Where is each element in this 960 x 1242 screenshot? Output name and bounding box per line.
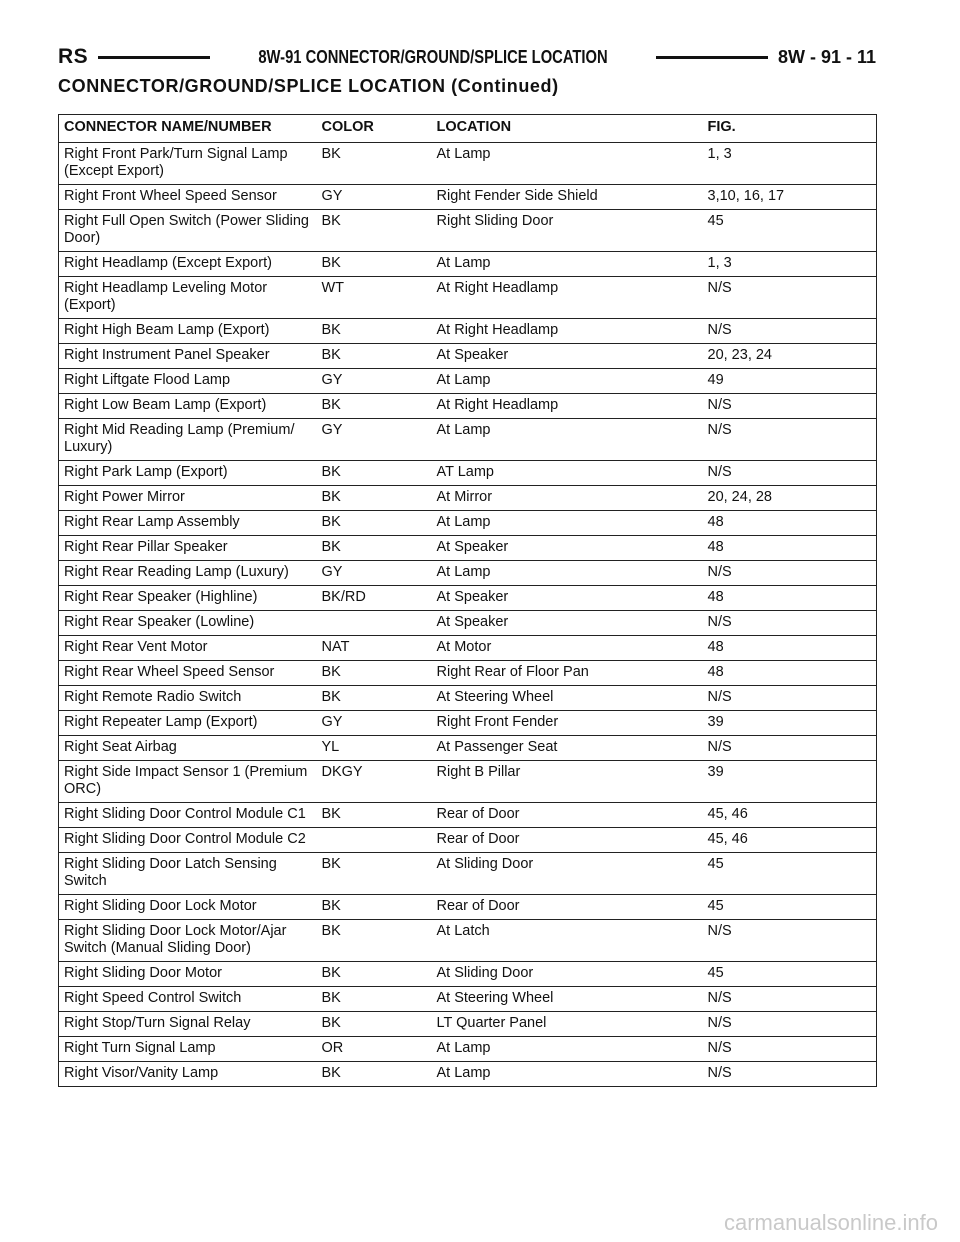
table-row	[59, 761, 877, 803]
location-cell: At Lamp	[432, 511, 703, 536]
color-cell: OR	[317, 1037, 432, 1062]
color-cell: DKGY	[317, 761, 432, 803]
connector-name-cell: Right Sliding Door Control Module C1	[59, 803, 317, 828]
fig-cell: 1, 3	[703, 252, 877, 277]
table-body	[59, 143, 877, 1087]
location-cell: Right Front Fender	[432, 711, 703, 736]
color-cell: BK	[317, 661, 432, 686]
connector-name-cell: Right Remote Radio Switch	[59, 686, 317, 711]
connector-name-cell: Right Stop/Turn Signal Relay	[59, 1012, 317, 1037]
color-cell: GY	[317, 711, 432, 736]
color-cell: BK	[317, 803, 432, 828]
fig-cell: N/S	[703, 461, 877, 486]
fig-cell: 48	[703, 536, 877, 561]
color-cell: BK	[317, 962, 432, 987]
table-row	[59, 461, 877, 486]
table-row	[59, 803, 877, 828]
location-cell: Rear of Door	[432, 895, 703, 920]
page-number: 8W - 91 - 11	[777, 46, 877, 67]
table-row	[59, 252, 877, 277]
location-cell: At Latch	[432, 920, 703, 962]
color-cell: NAT	[317, 636, 432, 661]
table-row	[59, 394, 877, 419]
table-header-row	[59, 115, 877, 143]
fig-cell: 45	[703, 895, 877, 920]
connector-name-cell: Right Sliding Door Motor	[59, 962, 317, 987]
color-cell: BK	[317, 920, 432, 962]
table-row	[59, 736, 877, 761]
page-header	[58, 44, 876, 70]
location-cell: AT Lamp	[432, 461, 703, 486]
fig-cell: N/S	[703, 319, 877, 344]
location-cell: At Right Headlamp	[432, 394, 703, 419]
location-cell: At Right Headlamp	[432, 319, 703, 344]
connector-name-cell: Right Turn Signal Lamp	[59, 1037, 317, 1062]
table-row	[59, 185, 877, 210]
table-row	[59, 1012, 877, 1037]
location-cell: At Speaker	[432, 344, 703, 369]
connector-name-cell: Right Rear Lamp Assembly	[59, 511, 317, 536]
location-cell: At Lamp	[432, 143, 703, 185]
fig-cell: N/S	[703, 1062, 877, 1087]
location-cell: Rear of Door	[432, 828, 703, 853]
table-row	[59, 1062, 877, 1087]
table-row	[59, 711, 877, 736]
fig-cell: 20, 24, 28	[703, 486, 877, 511]
table-row	[59, 511, 877, 536]
table-row	[59, 319, 877, 344]
fig-cell: N/S	[703, 394, 877, 419]
table-row	[59, 962, 877, 987]
connector-name-cell: Right Sliding Door Lock Motor/Ajar Switch (Manual Sliding Door)	[59, 920, 317, 962]
header-title: 8W-91 CONNECTOR/GROUND/SPLICE LOCATION	[258, 46, 608, 67]
table-row	[59, 636, 877, 661]
connector-name-cell: Right Liftgate Flood Lamp	[59, 369, 317, 394]
fig-cell: 45	[703, 853, 877, 895]
connector-name-cell: Right Mid Reading Lamp (Premium/ Luxury)	[59, 419, 317, 461]
color-cell: BK	[317, 895, 432, 920]
location-cell: At Passenger Seat	[432, 736, 703, 761]
connector-name-cell: Right Rear Speaker (Lowline)	[59, 611, 317, 636]
fig-cell: 48	[703, 586, 877, 611]
table-row	[59, 987, 877, 1012]
fig-cell: 45	[703, 962, 877, 987]
color-cell: BK	[317, 1012, 432, 1037]
fig-cell: 39	[703, 711, 877, 736]
connector-name-cell: Right Speed Control Switch	[59, 987, 317, 1012]
connector-name-cell: Right Park Lamp (Export)	[59, 461, 317, 486]
connector-name-cell: Right Low Beam Lamp (Export)	[59, 394, 317, 419]
connector-name-cell: Right Rear Reading Lamp (Luxury)	[59, 561, 317, 586]
table-row	[59, 486, 877, 511]
location-cell: At Steering Wheel	[432, 987, 703, 1012]
table-row	[59, 586, 877, 611]
color-cell: BK	[317, 143, 432, 185]
table-row	[59, 661, 877, 686]
fig-cell: N/S	[703, 1037, 877, 1062]
connector-name-cell: Right Visor/Vanity Lamp	[59, 1062, 317, 1087]
location-cell: At Motor	[432, 636, 703, 661]
column-header-location: LOCATION	[432, 115, 703, 143]
color-cell: BK	[317, 461, 432, 486]
connector-name-cell: Right Side Impact Sensor 1 (Premium ORC)	[59, 761, 317, 803]
column-header-connector-name: CONNECTOR NAME/NUMBER	[59, 115, 317, 143]
connector-name-cell: Right High Beam Lamp (Export)	[59, 319, 317, 344]
connector-name-cell: Right Rear Pillar Speaker	[59, 536, 317, 561]
table-row	[59, 536, 877, 561]
table-row	[59, 344, 877, 369]
connector-name-cell: Right Rear Speaker (Highline)	[59, 586, 317, 611]
connector-name-cell: Right Rear Wheel Speed Sensor	[59, 661, 317, 686]
location-cell: At Speaker	[432, 586, 703, 611]
fig-cell: N/S	[703, 987, 877, 1012]
location-cell: At Sliding Door	[432, 962, 703, 987]
fig-cell: 39	[703, 761, 877, 803]
table-row	[59, 419, 877, 461]
location-cell: At Lamp	[432, 1062, 703, 1087]
color-cell: BK	[317, 486, 432, 511]
table-row	[59, 561, 877, 586]
fig-cell: N/S	[703, 611, 877, 636]
color-cell: YL	[317, 736, 432, 761]
fig-cell: 3,10, 16, 17	[703, 185, 877, 210]
location-cell: At Lamp	[432, 561, 703, 586]
location-cell: Right Sliding Door	[432, 210, 703, 252]
fig-cell: 45	[703, 210, 877, 252]
fig-cell: 48	[703, 511, 877, 536]
table-row	[59, 277, 877, 319]
color-cell: BK	[317, 853, 432, 895]
location-cell: At Lamp	[432, 369, 703, 394]
location-cell: LT Quarter Panel	[432, 1012, 703, 1037]
color-cell: BK	[317, 344, 432, 369]
location-cell: At Lamp	[432, 1037, 703, 1062]
column-header-color: COLOR	[317, 115, 432, 143]
color-cell: BK	[317, 252, 432, 277]
fig-cell: 45, 46	[703, 803, 877, 828]
fig-cell: N/S	[703, 736, 877, 761]
location-cell: At Sliding Door	[432, 853, 703, 895]
connector-name-cell: Right Power Mirror	[59, 486, 317, 511]
connector-name-cell: Right Repeater Lamp (Export)	[59, 711, 317, 736]
location-cell: At Lamp	[432, 252, 703, 277]
location-cell: At Mirror	[432, 486, 703, 511]
connector-name-cell: Right Front Park/Turn Signal Lamp (Except Export)	[59, 143, 317, 185]
color-cell: WT	[317, 277, 432, 319]
table-row	[59, 895, 877, 920]
color-cell	[317, 611, 432, 636]
fig-cell: N/S	[703, 277, 877, 319]
table-row	[59, 686, 877, 711]
location-cell: Right Rear of Floor Pan	[432, 661, 703, 686]
table-row	[59, 920, 877, 962]
table-row	[59, 611, 877, 636]
color-cell: GY	[317, 561, 432, 586]
color-cell: BK/RD	[317, 586, 432, 611]
fig-cell: N/S	[703, 419, 877, 461]
fig-cell: 48	[703, 661, 877, 686]
color-cell: BK	[317, 394, 432, 419]
location-cell: Right B Pillar	[432, 761, 703, 803]
fig-cell: 1, 3	[703, 143, 877, 185]
connector-name-cell: Right Rear Vent Motor	[59, 636, 317, 661]
connector-name-cell: Right Headlamp Leveling Motor (Export)	[59, 277, 317, 319]
watermark-text: carmanualsonline.info	[723, 1210, 938, 1235]
color-cell: BK	[317, 1062, 432, 1087]
connector-table	[58, 114, 877, 1087]
fig-cell: N/S	[703, 686, 877, 711]
connector-name-cell: Right Sliding Door Control Module C2	[59, 828, 317, 853]
connector-name-cell: Right Seat Airbag	[59, 736, 317, 761]
location-cell: Right Fender Side Shield	[432, 185, 703, 210]
fig-cell: 45, 46	[703, 828, 877, 853]
color-cell	[317, 828, 432, 853]
column-header-fig: FIG.	[703, 115, 877, 143]
connector-name-cell: Right Instrument Panel Speaker	[59, 344, 317, 369]
table-row	[59, 853, 877, 895]
location-cell: At Right Headlamp	[432, 277, 703, 319]
location-cell: At Speaker	[432, 536, 703, 561]
connector-name-cell: Right Full Open Switch (Power Sliding Door)	[59, 210, 317, 252]
color-cell: BK	[317, 987, 432, 1012]
fig-cell: N/S	[703, 1012, 877, 1037]
color-cell: BK	[317, 210, 432, 252]
connector-name-cell: Right Sliding Door Latch Sensing Switch	[59, 853, 317, 895]
section-subtitle: CONNECTOR/GROUND/SPLICE LOCATION (Continued)	[58, 76, 559, 96]
table-row	[59, 143, 877, 185]
location-cell: At Lamp	[432, 419, 703, 461]
color-cell: GY	[317, 369, 432, 394]
table-row	[59, 828, 877, 853]
table-row	[59, 1037, 877, 1062]
table-row	[59, 210, 877, 252]
color-cell: BK	[317, 536, 432, 561]
connector-name-cell: Right Front Wheel Speed Sensor	[59, 185, 317, 210]
color-cell: BK	[317, 686, 432, 711]
location-cell: At Steering Wheel	[432, 686, 703, 711]
fig-cell: 20, 23, 24	[703, 344, 877, 369]
fig-cell: N/S	[703, 561, 877, 586]
location-cell: At Speaker	[432, 611, 703, 636]
connector-name-cell: Right Sliding Door Lock Motor	[59, 895, 317, 920]
section-code: RS	[58, 45, 89, 68]
fig-cell: 48	[703, 636, 877, 661]
header-rule-right	[656, 56, 768, 59]
location-cell: Rear of Door	[432, 803, 703, 828]
header-rule-left	[98, 56, 210, 59]
fig-cell: 49	[703, 369, 877, 394]
color-cell: GY	[317, 185, 432, 210]
fig-cell: N/S	[703, 920, 877, 962]
color-cell: BK	[317, 511, 432, 536]
color-cell: BK	[317, 319, 432, 344]
connector-name-cell: Right Headlamp (Except Export)	[59, 252, 317, 277]
color-cell: GY	[317, 419, 432, 461]
table-row	[59, 369, 877, 394]
